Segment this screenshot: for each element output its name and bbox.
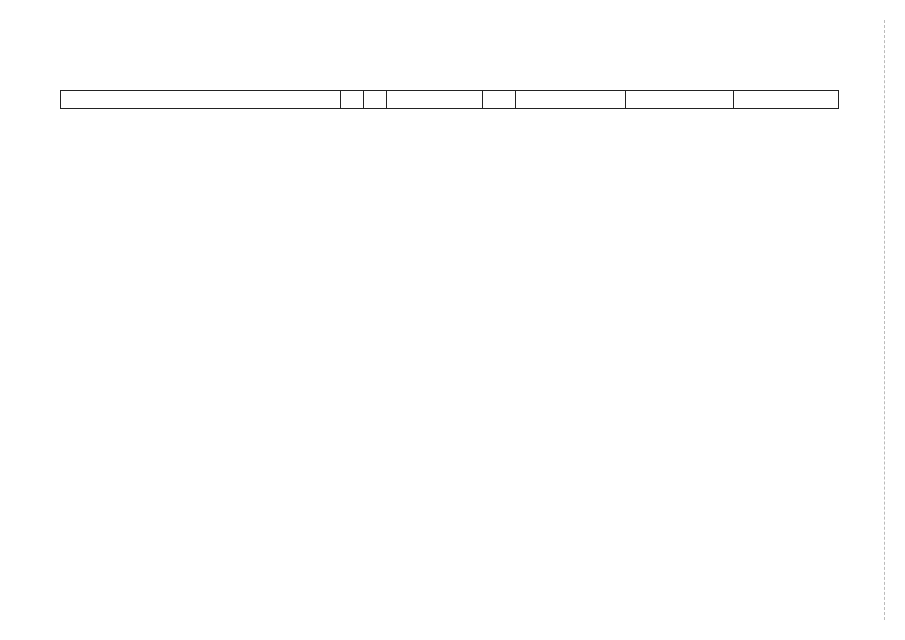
- column-header-6: [516, 91, 626, 109]
- page-edge-line: [884, 20, 886, 620]
- column-header-4: [387, 91, 483, 109]
- column-header-8: [734, 91, 839, 109]
- column-header-row: [60, 90, 839, 109]
- column-header-1: [61, 91, 341, 109]
- column-header-2: [341, 91, 364, 109]
- column-header-7: [626, 91, 734, 109]
- column-header-3: [364, 91, 387, 109]
- column-header-5: [483, 91, 516, 109]
